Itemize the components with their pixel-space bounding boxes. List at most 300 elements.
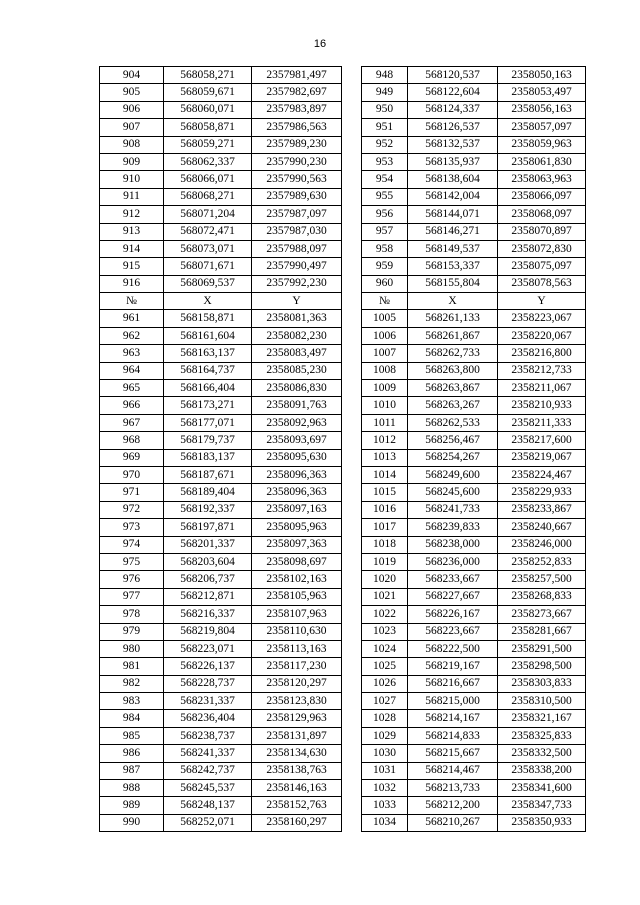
point-number-cell: 971 — [100, 484, 164, 501]
point-number-cell: 972 — [100, 501, 164, 518]
y-coordinate-cell: 2358211,333 — [498, 414, 586, 431]
x-coordinate-cell: 568201,337 — [164, 536, 252, 553]
y-coordinate-cell: 2358252,833 — [498, 553, 586, 570]
table-row — [362, 101, 586, 118]
y-coordinate-cell: 2358050,163 — [498, 67, 586, 84]
point-number-cell: 1027 — [362, 693, 408, 710]
point-number-cell: 988 — [100, 780, 164, 797]
y-coordinate-cell: 2358134,630 — [252, 745, 342, 762]
table-row — [100, 553, 342, 570]
y-coordinate-cell: 2358246,000 — [498, 536, 586, 553]
x-coordinate-cell: 568071,671 — [164, 258, 252, 275]
y-coordinate-cell: 2358240,667 — [498, 519, 586, 536]
table-row — [100, 414, 342, 431]
y-coordinate-cell: 2358068,097 — [498, 206, 586, 223]
table-row — [362, 745, 586, 762]
coordinates-table-right — [361, 66, 586, 832]
table-row — [100, 588, 342, 605]
y-coordinate-cell: 2358078,563 — [498, 275, 586, 292]
x-coordinate-cell: 568187,671 — [164, 466, 252, 483]
point-number-cell: 1021 — [362, 588, 408, 605]
x-coordinate-cell: 568132,537 — [408, 136, 498, 153]
point-number-cell: 1019 — [362, 553, 408, 570]
x-coordinate-cell: 568122,604 — [408, 84, 498, 101]
point-number-cell: 909 — [100, 153, 164, 170]
x-coordinate-cell: 568238,737 — [164, 727, 252, 744]
table-row — [100, 432, 342, 449]
table-row — [362, 588, 586, 605]
x-coordinate-cell: 568245,600 — [408, 484, 498, 501]
x-coordinate-cell: 568177,071 — [164, 414, 252, 431]
point-number-cell: 908 — [100, 136, 164, 153]
table-row — [100, 345, 342, 362]
table-row — [362, 658, 586, 675]
point-number-cell: 966 — [100, 397, 164, 414]
x-coordinate-cell: 568203,604 — [164, 553, 252, 570]
point-number-cell: 990 — [100, 814, 164, 831]
point-number-cell: 1026 — [362, 675, 408, 692]
y-coordinate-cell: 2358281,667 — [498, 623, 586, 640]
x-coordinate-cell: 568126,537 — [408, 119, 498, 136]
point-number-cell: 967 — [100, 414, 164, 431]
x-coordinate-cell: 568241,733 — [408, 501, 498, 518]
x-coordinate-cell: 568163,137 — [164, 345, 252, 362]
y-coordinate-cell: 2358091,763 — [252, 397, 342, 414]
point-number-cell: 1015 — [362, 484, 408, 501]
table-row — [362, 536, 586, 553]
x-coordinate-cell: 568179,737 — [164, 432, 252, 449]
table-row — [362, 501, 586, 518]
y-coordinate-cell: 2358082,230 — [252, 327, 342, 344]
table-row — [100, 101, 342, 118]
x-coordinate-cell: 568058,271 — [164, 67, 252, 84]
y-coordinate-cell: 2357982,697 — [252, 84, 342, 101]
point-number-cell: 1034 — [362, 814, 408, 831]
coordinates-table-left — [99, 66, 342, 832]
point-number-cell: 952 — [362, 136, 408, 153]
left-table-body — [100, 67, 342, 832]
header-y-cell: Y — [498, 293, 586, 310]
table-row — [362, 432, 586, 449]
x-coordinate-cell: 568173,271 — [164, 397, 252, 414]
x-coordinate-cell: 568138,604 — [408, 171, 498, 188]
header-number-cell: № — [100, 293, 164, 310]
x-coordinate-cell: 568252,071 — [164, 814, 252, 831]
x-coordinate-cell: 568155,804 — [408, 275, 498, 292]
table-row — [362, 206, 586, 223]
point-number-cell: 1033 — [362, 797, 408, 814]
x-coordinate-cell: 568256,467 — [408, 432, 498, 449]
x-coordinate-cell: 568262,733 — [408, 345, 498, 362]
point-number-cell: 1009 — [362, 380, 408, 397]
x-coordinate-cell: 568242,737 — [164, 762, 252, 779]
y-coordinate-cell: 2357989,230 — [252, 136, 342, 153]
y-coordinate-cell: 2358123,830 — [252, 693, 342, 710]
y-coordinate-cell: 2358211,067 — [498, 380, 586, 397]
table-row — [362, 484, 586, 501]
point-number-cell: 913 — [100, 223, 164, 240]
table-row — [362, 553, 586, 570]
x-coordinate-cell: 568135,937 — [408, 153, 498, 170]
x-coordinate-cell: 568233,667 — [408, 571, 498, 588]
x-coordinate-cell: 568263,267 — [408, 397, 498, 414]
x-coordinate-cell: 568214,833 — [408, 727, 498, 744]
y-coordinate-cell: 2358113,163 — [252, 640, 342, 657]
y-coordinate-cell: 2358138,763 — [252, 762, 342, 779]
point-number-cell: 1012 — [362, 432, 408, 449]
x-coordinate-cell: 568146,271 — [408, 223, 498, 240]
point-number-cell: 961 — [100, 310, 164, 327]
y-coordinate-cell: 2358321,167 — [498, 710, 586, 727]
point-number-cell: 911 — [100, 188, 164, 205]
y-coordinate-cell: 2358120,297 — [252, 675, 342, 692]
point-number-cell: 1032 — [362, 780, 408, 797]
table-row — [362, 171, 586, 188]
x-coordinate-cell: 568071,204 — [164, 206, 252, 223]
x-coordinate-cell: 568222,500 — [408, 640, 498, 657]
x-coordinate-cell: 568239,833 — [408, 519, 498, 536]
point-number-cell: 1010 — [362, 397, 408, 414]
point-number-cell: 1024 — [362, 640, 408, 657]
x-coordinate-cell: 568238,000 — [408, 536, 498, 553]
point-number-cell: 1022 — [362, 606, 408, 623]
table-row — [100, 380, 342, 397]
table-row — [362, 710, 586, 727]
point-number-cell: 912 — [100, 206, 164, 223]
y-coordinate-cell: 2358273,667 — [498, 606, 586, 623]
table-row — [100, 571, 342, 588]
y-coordinate-cell: 2358096,363 — [252, 484, 342, 501]
table-row — [100, 693, 342, 710]
table-row — [362, 762, 586, 779]
point-number-cell: 969 — [100, 449, 164, 466]
table-row — [362, 84, 586, 101]
x-coordinate-cell: 568261,133 — [408, 310, 498, 327]
point-number-cell: 950 — [362, 101, 408, 118]
point-number-cell: 978 — [100, 606, 164, 623]
table-row — [362, 345, 586, 362]
y-coordinate-cell: 2357983,897 — [252, 101, 342, 118]
x-coordinate-cell: 568189,404 — [164, 484, 252, 501]
x-coordinate-cell: 568223,667 — [408, 623, 498, 640]
point-number-cell: 1018 — [362, 536, 408, 553]
table-row — [362, 606, 586, 623]
point-number-cell: 973 — [100, 519, 164, 536]
y-coordinate-cell: 2358117,230 — [252, 658, 342, 675]
table-row — [100, 171, 342, 188]
x-coordinate-cell: 568158,871 — [164, 310, 252, 327]
point-number-cell: 970 — [100, 466, 164, 483]
table-row — [362, 571, 586, 588]
point-number-cell: 1013 — [362, 449, 408, 466]
y-coordinate-cell: 2358098,697 — [252, 553, 342, 570]
table-row — [100, 258, 342, 275]
x-coordinate-cell: 568228,737 — [164, 675, 252, 692]
x-coordinate-cell: 568219,167 — [408, 658, 498, 675]
point-number-cell: 958 — [362, 240, 408, 257]
table-row — [100, 275, 342, 292]
table-row — [362, 727, 586, 744]
y-coordinate-cell: 2358303,833 — [498, 675, 586, 692]
point-number-cell: 974 — [100, 536, 164, 553]
y-coordinate-cell: 2357990,497 — [252, 258, 342, 275]
point-number-cell: 916 — [100, 275, 164, 292]
table-row — [100, 710, 342, 727]
y-coordinate-cell: 2358224,467 — [498, 466, 586, 483]
x-coordinate-cell: 568059,671 — [164, 84, 252, 101]
point-number-cell: 905 — [100, 84, 164, 101]
table-row — [362, 397, 586, 414]
y-coordinate-cell: 2358093,697 — [252, 432, 342, 449]
table-row — [362, 380, 586, 397]
x-coordinate-cell: 568236,000 — [408, 553, 498, 570]
x-coordinate-cell: 568120,537 — [408, 67, 498, 84]
y-coordinate-cell: 2358268,833 — [498, 588, 586, 605]
x-coordinate-cell: 568059,271 — [164, 136, 252, 153]
x-coordinate-cell: 568153,337 — [408, 258, 498, 275]
table-row — [100, 623, 342, 640]
x-coordinate-cell: 568261,867 — [408, 327, 498, 344]
point-number-cell: 953 — [362, 153, 408, 170]
y-coordinate-cell: 2358257,500 — [498, 571, 586, 588]
y-coordinate-cell: 2358083,497 — [252, 345, 342, 362]
y-coordinate-cell: 2358220,067 — [498, 327, 586, 344]
x-coordinate-cell: 568262,533 — [408, 414, 498, 431]
x-coordinate-cell: 568142,004 — [408, 188, 498, 205]
point-number-cell: 1020 — [362, 571, 408, 588]
y-coordinate-cell: 2358095,630 — [252, 449, 342, 466]
table-row — [100, 675, 342, 692]
x-coordinate-cell: 568210,267 — [408, 814, 498, 831]
x-coordinate-cell: 568214,167 — [408, 710, 498, 727]
x-coordinate-cell: 568231,337 — [164, 693, 252, 710]
table-row — [362, 275, 586, 292]
x-coordinate-cell: 568245,537 — [164, 780, 252, 797]
table-row — [100, 327, 342, 344]
point-number-cell: 960 — [362, 275, 408, 292]
point-number-cell: 1006 — [362, 327, 408, 344]
point-number-cell: 956 — [362, 206, 408, 223]
table-row — [100, 206, 342, 223]
point-number-cell: 984 — [100, 710, 164, 727]
table-row — [362, 67, 586, 84]
y-coordinate-cell: 2358102,163 — [252, 571, 342, 588]
y-coordinate-cell: 2358105,963 — [252, 588, 342, 605]
header-number-cell: № — [362, 293, 408, 310]
x-coordinate-cell: 568058,871 — [164, 119, 252, 136]
point-number-cell: 1007 — [362, 345, 408, 362]
y-coordinate-cell: 2358107,963 — [252, 606, 342, 623]
point-number-cell: 1023 — [362, 623, 408, 640]
point-number-cell: 1028 — [362, 710, 408, 727]
y-coordinate-cell: 2358216,800 — [498, 345, 586, 362]
header-x-cell: X — [164, 293, 252, 310]
x-coordinate-cell: 568206,737 — [164, 571, 252, 588]
x-coordinate-cell: 568124,337 — [408, 101, 498, 118]
y-coordinate-cell: 2357987,097 — [252, 206, 342, 223]
x-coordinate-cell: 568263,800 — [408, 362, 498, 379]
table-row — [100, 484, 342, 501]
x-coordinate-cell: 568166,404 — [164, 380, 252, 397]
y-coordinate-cell: 2358310,500 — [498, 693, 586, 710]
y-coordinate-cell: 2358210,933 — [498, 397, 586, 414]
y-coordinate-cell: 2358350,933 — [498, 814, 586, 831]
x-coordinate-cell: 568241,337 — [164, 745, 252, 762]
y-coordinate-cell: 2358097,363 — [252, 536, 342, 553]
table-row — [362, 675, 586, 692]
x-coordinate-cell: 568144,071 — [408, 206, 498, 223]
y-coordinate-cell: 2357992,230 — [252, 275, 342, 292]
table-row — [362, 519, 586, 536]
y-coordinate-cell: 2358152,763 — [252, 797, 342, 814]
table-row — [100, 536, 342, 553]
page-number: 16 — [313, 38, 327, 50]
point-number-cell: 906 — [100, 101, 164, 118]
x-coordinate-cell: 568197,871 — [164, 519, 252, 536]
table-row — [362, 136, 586, 153]
point-number-cell: 1016 — [362, 501, 408, 518]
y-coordinate-cell: 2358056,163 — [498, 101, 586, 118]
table-row — [100, 519, 342, 536]
x-coordinate-cell: 568216,337 — [164, 606, 252, 623]
table-row — [362, 223, 586, 240]
table-row — [100, 745, 342, 762]
point-number-cell: 1011 — [362, 414, 408, 431]
point-number-cell: 962 — [100, 327, 164, 344]
table-row — [362, 119, 586, 136]
table-header-row — [100, 293, 342, 310]
y-coordinate-cell: 2358146,163 — [252, 780, 342, 797]
y-coordinate-cell: 2358061,830 — [498, 153, 586, 170]
x-coordinate-cell: 568219,804 — [164, 623, 252, 640]
x-coordinate-cell: 568072,471 — [164, 223, 252, 240]
header-y-cell: Y — [252, 293, 342, 310]
point-number-cell: 1014 — [362, 466, 408, 483]
point-number-cell: 1005 — [362, 310, 408, 327]
point-number-cell: 1025 — [362, 658, 408, 675]
y-coordinate-cell: 2358347,733 — [498, 797, 586, 814]
point-number-cell: 957 — [362, 223, 408, 240]
x-coordinate-cell: 568248,137 — [164, 797, 252, 814]
y-coordinate-cell: 2358233,867 — [498, 501, 586, 518]
table-row — [100, 119, 342, 136]
point-number-cell: 948 — [362, 67, 408, 84]
table-row — [100, 188, 342, 205]
y-coordinate-cell: 2357988,097 — [252, 240, 342, 257]
y-coordinate-cell: 2357987,030 — [252, 223, 342, 240]
table-row — [362, 258, 586, 275]
point-number-cell: 964 — [100, 362, 164, 379]
x-coordinate-cell: 568249,600 — [408, 466, 498, 483]
point-number-cell: 910 — [100, 171, 164, 188]
point-number-cell: 1017 — [362, 519, 408, 536]
y-coordinate-cell: 2358298,500 — [498, 658, 586, 675]
table-row — [362, 240, 586, 257]
table-row — [100, 762, 342, 779]
point-number-cell: 951 — [362, 119, 408, 136]
x-coordinate-cell: 568254,267 — [408, 449, 498, 466]
table-row — [362, 327, 586, 344]
x-coordinate-cell: 568263,867 — [408, 380, 498, 397]
table-row — [362, 362, 586, 379]
y-coordinate-cell: 2358219,067 — [498, 449, 586, 466]
point-number-cell: 959 — [362, 258, 408, 275]
point-number-cell: 954 — [362, 171, 408, 188]
table-row — [362, 153, 586, 170]
table-row — [100, 84, 342, 101]
y-coordinate-cell: 2357989,630 — [252, 188, 342, 205]
x-coordinate-cell: 568192,337 — [164, 501, 252, 518]
table-row — [100, 397, 342, 414]
table-row — [100, 727, 342, 744]
y-coordinate-cell: 2358325,833 — [498, 727, 586, 744]
x-coordinate-cell: 568068,271 — [164, 188, 252, 205]
table-header-row — [362, 293, 586, 310]
table-row — [100, 240, 342, 257]
y-coordinate-cell: 2358092,963 — [252, 414, 342, 431]
x-coordinate-cell: 568062,337 — [164, 153, 252, 170]
x-coordinate-cell: 568183,137 — [164, 449, 252, 466]
point-number-cell: 977 — [100, 588, 164, 605]
table-row — [362, 640, 586, 657]
point-number-cell: 987 — [100, 762, 164, 779]
y-coordinate-cell: 2358229,933 — [498, 484, 586, 501]
table-row — [100, 223, 342, 240]
point-number-cell: 1008 — [362, 362, 408, 379]
y-coordinate-cell: 2358053,497 — [498, 84, 586, 101]
table-row — [362, 797, 586, 814]
y-coordinate-cell: 2358129,963 — [252, 710, 342, 727]
y-coordinate-cell: 2358110,630 — [252, 623, 342, 640]
point-number-cell: 976 — [100, 571, 164, 588]
point-number-cell: 904 — [100, 67, 164, 84]
y-coordinate-cell: 2358081,363 — [252, 310, 342, 327]
table-row — [100, 136, 342, 153]
y-coordinate-cell: 2358097,163 — [252, 501, 342, 518]
y-coordinate-cell: 2358085,230 — [252, 362, 342, 379]
point-number-cell: 979 — [100, 623, 164, 640]
x-coordinate-cell: 568213,733 — [408, 780, 498, 797]
table-row — [362, 449, 586, 466]
x-coordinate-cell: 568226,167 — [408, 606, 498, 623]
point-number-cell: 983 — [100, 693, 164, 710]
point-number-cell: 1029 — [362, 727, 408, 744]
y-coordinate-cell: 2358212,733 — [498, 362, 586, 379]
table-row — [100, 362, 342, 379]
table-row — [100, 449, 342, 466]
y-coordinate-cell: 2358075,097 — [498, 258, 586, 275]
point-number-cell: 985 — [100, 727, 164, 744]
point-number-cell: 915 — [100, 258, 164, 275]
y-coordinate-cell: 2358160,297 — [252, 814, 342, 831]
x-coordinate-cell: 568227,667 — [408, 588, 498, 605]
table-row — [100, 640, 342, 657]
y-coordinate-cell: 2358063,963 — [498, 171, 586, 188]
y-coordinate-cell: 2357990,230 — [252, 153, 342, 170]
table-row — [100, 153, 342, 170]
y-coordinate-cell: 2358086,830 — [252, 380, 342, 397]
x-coordinate-cell: 568060,071 — [164, 101, 252, 118]
x-coordinate-cell: 568069,537 — [164, 275, 252, 292]
table-row — [362, 814, 586, 831]
table-row — [362, 414, 586, 431]
x-coordinate-cell: 568066,071 — [164, 171, 252, 188]
point-number-cell: 975 — [100, 553, 164, 570]
point-number-cell: 1030 — [362, 745, 408, 762]
x-coordinate-cell: 568236,404 — [164, 710, 252, 727]
table-row — [100, 606, 342, 623]
point-number-cell: 986 — [100, 745, 164, 762]
